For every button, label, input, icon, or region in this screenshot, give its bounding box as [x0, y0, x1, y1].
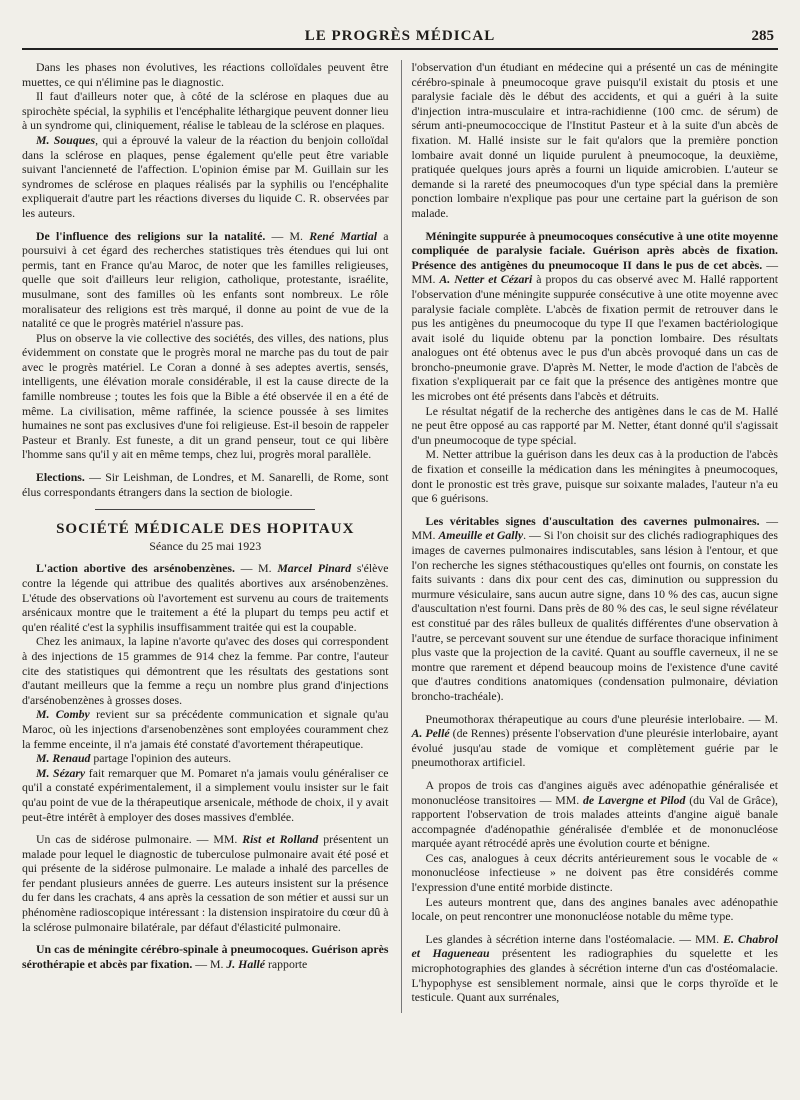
paragraph-text: — Sir Leishman, de Londres, et M. Sanarelli, de Rome, sont élus correspondants étrangers dans la section de biologie. — [22, 470, 389, 499]
paragraph-text: fait remarquer que M. Pomaret n'a jamais voulu généraliser ce qu'il a constaté expérimentalement, il a simplement voulu insister sur le fait qu'au point de vue de la thérapeutique arsenicale, méthode de choix, il y avait peut-être intérêt à employer des doses massives d'emblée. — [22, 765, 389, 824]
paragraph — [22, 561, 389, 634]
paragraph-text: (du Val de Grâce), rapportent l'observation de trois malades atteints d'angine aiguë banale accompagnée d'adénopathie généralisée d'emblée et de mononucléose marquée ayant rétrocédé après une évolution courte et bénigne. — [411, 792, 778, 851]
paragraph-text: , qui a éprouvé la valeur de la réaction du benjoin colloïdal dans la sclérose en plaques, pense également qu'elle peut être variable suivant l'ancienneté de l'affection. L'opinion émise par M. Guillain sur les syndromes de sclérose en plaques réalisés par la syphilis ou l'encéphalite expliquerait d'autre part les réactions diverses du liquide C. R. observées par les auteurs. — [22, 132, 389, 220]
paragraph — [412, 932, 779, 1005]
paragraph — [22, 942, 389, 971]
paragraph-text: s'élève contre la légende qui attribue des qualités abortives aux arsénobenzènes. L'étude des observations où l'avortement est survenu au cours de traitements arsénicaux montre que le traitement a été la plupart du temps peu actif et qu'en réalité c'est la syphilis insuffisamment traitée qui est la coupable. — [22, 561, 389, 634]
dash-separator: — MM. — [675, 931, 724, 946]
author-name: Ameuille et Gally — [438, 528, 524, 543]
author-name: de Lavergne et Pilod — [582, 792, 686, 807]
paragraph: Les auteurs montrent que, dans des angines banales avec adénopathie locale, on peut rencontrer une mononucléose notable du même type. — [411, 894, 778, 924]
paragraph — [22, 707, 389, 751]
author-name: E. Chabrol et Hagueneau — [411, 931, 778, 961]
article-meningite-halle — [22, 942, 389, 971]
paragraph — [412, 712, 779, 770]
dash-separator: — M. — [265, 228, 310, 243]
author-name: M. Souques — [36, 132, 96, 147]
article-meningite-halle-cont — [412, 60, 779, 221]
article-cavernes — [412, 514, 779, 704]
paragraph — [22, 766, 389, 824]
article-title: Pneumothorax thérapeutique au cours d'une pleurésie interlobaire. — [425, 711, 745, 726]
paragraph — [22, 229, 389, 331]
article-title: L'action abortive des arsénobenzènes. — [36, 561, 235, 576]
paragraph-text: partage l'opinion des auteurs. — [90, 751, 232, 766]
author-name: René Martial — [309, 228, 378, 243]
paragraph-text: . — Si l'on choisit sur des clichés radiographiques des images de cavernes pulmonaires indiscutables, sans lésion à l'entour, et que l'on recherche les signes stéthacoustiques qu'elles ont fournis, on constate les faits suivants : dans dix pour cent des cas, diminution ou suppression du murmure vésiculaire, sans aucun autre signe, dans 10 % des cas, aucun signe d'auscultation n'est fourni. Dans près de 80 % des cas, le seul signe révélateur est constitué par des râles bulleux de qualités différentes d'une observation à l'autre, se percevant souvent sur une étendue de surface thoracique infiniment plus vaste que la projection de la cavité. Quant au souffle caverneux, il ne se montre que rarement et dépend beaucoup moins de l'existence d'une cavité que d'autres conditions anatomiques (condensation pulmonaire, déviation broncho-trachéale). — [411, 528, 779, 703]
article-sclerose — [22, 60, 389, 221]
article-title: De l'influence des religions sur la natalité. — [36, 228, 266, 243]
right-column — [401, 60, 779, 1013]
dash-separator: — MM. — [411, 513, 778, 543]
paragraph — [412, 229, 779, 404]
dash-separator: — M. — [192, 956, 227, 971]
paragraph: Plus on observe la vie collective des sociétés, des villes, des nations, plus évidemment on constate que le progrès moral ne marche pas du tout de pair avec le progrès matériel. Le Coran a donné à ses adeptes avertis, sensés, intelligents, une élévation morale considérable, il est la cause directe de la famille nombreuse ; toutes les fois que la Bible a été observée il en a été de même. La civilisation, même raffinée, la science poussée à ses limites humaines ne sont pas exclusives d'une foi religieuse. Est-il besoin de rappeler Pasteur et Branly. Est funeste, a dit un grand penseur, tout ce qui libère l'homme sans qu'il y ait en même temps, chez lui, progrès moral parallèle. — [22, 330, 389, 462]
dash-separator: — MM. — [535, 792, 583, 807]
author-name: M. Sézary — [36, 765, 86, 780]
paragraph-text: présentent un malade pour lequel le diagnostic de tuberculose pulmonaire avait été posé et qui présente de la sidérose pulmonaire. Le malade a inhalé des parcelles de fer pendant plusieurs années de guerre. Les auteurs insistent sur la présence du fer dans les crachats, 4 ans après la cessation de son métier et aussi sur un phénomène radioscopique intéressant : la distension inspiratoire du cœur dû à la sclérose pulmonaire bilatérale, par défaut d'élasticité pulmonaire. — [22, 832, 389, 934]
article-title: Un cas de méningite cérébro-spinale à pneumocoques. Guérison après sérothérapie et abcès par fixation. — [22, 942, 389, 971]
article-title: A propos de trois cas d'angines aiguës avec adénopathie généralisée et mononucléose transitoires — [411, 777, 778, 807]
article-title: Les véritables signes d'auscultation des cavernes pulmonaires. — [425, 513, 760, 528]
paragraph-text: (de Rennes) présente l'observation d'une pleurésie interlobaire, ayant évolué jusqu'au stade de vomique et complètement guérie par le pneumothorax artificiel. — [411, 726, 778, 770]
page-header — [22, 26, 778, 50]
author-name: M. Renaud — [36, 751, 91, 766]
author-name: A. Netter et Cézari — [439, 272, 533, 287]
section-title: SOCIÉTÉ MÉDICALE DES HOPITAUX — [56, 521, 355, 538]
dash-separator: — M. — [744, 711, 778, 726]
paragraph-text: présentent les radiographies du squelette et les microphotographies des glandes à sécrétion interne d'un cas d'ostéomalacie. L'hypophyse est sensiblement normale, ainsi que le corps thyroïde et le testicule. Quant aux surrénales, — [411, 946, 778, 1005]
article-pneumothorax — [412, 712, 779, 770]
article-arsenobenzenes — [22, 561, 389, 824]
paragraph: l'observation d'un étudiant en médecine qui a présenté un cas de méningite cérébro-spinale à pneumocoque grave puisqu'il existait du ptosis et une paralysie faciale dès le début des accidents, et qui a guéri à la suite d'injection intra-musculaire et intra-rachidienne (100 cmc. de sérum) de sérum anti-pneumococcique de l'Institut Pasteur et à la suite d'un abcès de fixation. M. Hallé insiste sur le fait qu'alors que la première ponction lombaire avait donné un liquide purulent à pneumocoque, la deuxième, pratiquée quelques jours après a fourni un liquide amicrobien. L'auteur se demande si la rareté des pneumocoques d'un type spécial dans la première ponction lombaire n'explique pas pour une certaine part la guérison de son malade. — [411, 60, 778, 220]
columns — [22, 60, 778, 1013]
paragraph: Le résultat négatif de la recherche des antigènes dans le cas de M. Hallé ne peut être opposé au cas rapporté par M. Netter, étant donné qu'il s'agissait d'un pneumocoque de type spécial. — [411, 403, 778, 447]
paragraph: Il faut d'ailleurs noter que, à côté de la sclérose en plaques due au spirochète spécial, la syphilis et l'encéphalite léthargique peuvent donner lieu à un syndrome qui, cliniquement, réalise le tableau de la sclérose en plaques. — [22, 89, 389, 133]
paragraph: M. Netter attribue la guérison dans les deux cas à la production de l'abcès de fixation et conseille la médication dans les méningites à pneumocoques, dont le pronostic est très grave, puisque sur soixante malades, l'auteur n'a eu que 6 guérisons. — [411, 447, 778, 506]
paragraph: Ces cas, analogues à ceux décrits antérieurement sous le vocable de « mononucléose infectieuse » ne doivent pas être considérés comme l'expression d'une entité morbide distincte. — [411, 850, 778, 895]
article-osteomalacie — [412, 932, 779, 1005]
author-name: J. Hallé — [226, 956, 266, 971]
article-siderose — [22, 832, 389, 934]
dash-separator: — MM. — [191, 832, 243, 847]
paragraph: Chez les animaux, la lapine n'avorte qu'avec des doses qui correspondent à des injections de 15 grammes de 914 chez la femme. Par contre, l'auteur cite des statistiques qui démontrent que les résultats des gestations sont d'autant meilleurs que la femme a reçu un nombre plus grand d'injections d'arsénobenzènes à grosses doses. — [22, 634, 389, 707]
paragraph — [22, 470, 389, 499]
page-number: 285 — [751, 28, 774, 44]
paragraph-text: a poursuivi à cet égard des recherches statistiques très étendues qui lui ont permis, tant en France qu'au Maroc, de noter que les familles religieuses, quelle que soit d'ailleurs leur religion, catholique, protestante, israélite, musulmane, sont des familles où les enfants sont nombreux. Le rôle moralisateur des religions est très marqué, il donne au point de vue de la natalité ce que le progrès matériel n'assure pas. — [22, 228, 389, 331]
article-meningite-suppuree — [412, 229, 779, 506]
paragraph — [22, 832, 389, 934]
paragraph — [412, 778, 779, 851]
paragraph-text: à propos du cas observé avec M. Hallé rapportent l'observation d'une méningite suppurée consécutive à une otite moyenne avec paralysie faciale complète. L'abcès de fixation permit de retrouver dans le pus les antigènes du pneumocoque du type II que l'examen bactériologique avait isolé du liquide obtenu par la ponction lombaire. Des résultats analogues ont été obtenus avec le pus d'un abcès provoqué dans un cas de broncho-pneumonie grave. D'après M. Netter, le mode d'action de l'abcès de fixation s'expliquerait par ce fait que la présence des antigènes montre que les microbes ont été présents dans l'abcès et détruits. — [411, 272, 778, 404]
article-angines — [412, 778, 779, 924]
author-name: Marcel Pinard — [277, 561, 352, 576]
left-column — [22, 60, 389, 1013]
paragraph — [412, 514, 779, 704]
journal-title: LE PROGRÈS MÉDICAL — [304, 28, 496, 44]
dash-separator: — MM. — [411, 257, 778, 287]
paragraph-text: revient sur sa précédente communication et signale qu'au Maroc, où les injections d'arsenobenzènes sont employées couramment chez la femme enceinte, il n'a jamais été constaté d'avortement thérapeutique. — [22, 707, 389, 751]
article-title: Un cas de sidérose pulmonaire. — [36, 832, 192, 847]
paragraph-text: rapporte — [265, 956, 308, 971]
divider — [95, 509, 315, 510]
author-name: Rist et Rolland — [242, 832, 319, 847]
author-name: A. Pellé — [411, 726, 450, 741]
article-title: Méningite suppurée à pneumocoques consécutive à une otite moyenne compliquée de paralysie faciale. Guérison après abcès de fixation. Présence des antigènes du pneumocoque II dans le pus de cet abcès. — [411, 228, 778, 272]
article-title: Elections. — [36, 470, 85, 485]
article-title: Les glandes à sécrétion interne dans l'ostéomalacie. — [425, 931, 676, 946]
paragraph — [22, 133, 389, 221]
author-name: M. Comby — [36, 707, 90, 722]
paragraph: Dans les phases non évolutives, les réactions colloïdales peuvent être muettes, ce qui n'élimine pas le diagnostic. — [22, 60, 389, 89]
dash-separator: — M. — [234, 561, 278, 576]
paragraph — [22, 751, 389, 766]
article-elections — [22, 470, 389, 499]
article-religions — [22, 229, 389, 463]
section-date: Séance du 25 mai 1923 — [149, 538, 262, 553]
